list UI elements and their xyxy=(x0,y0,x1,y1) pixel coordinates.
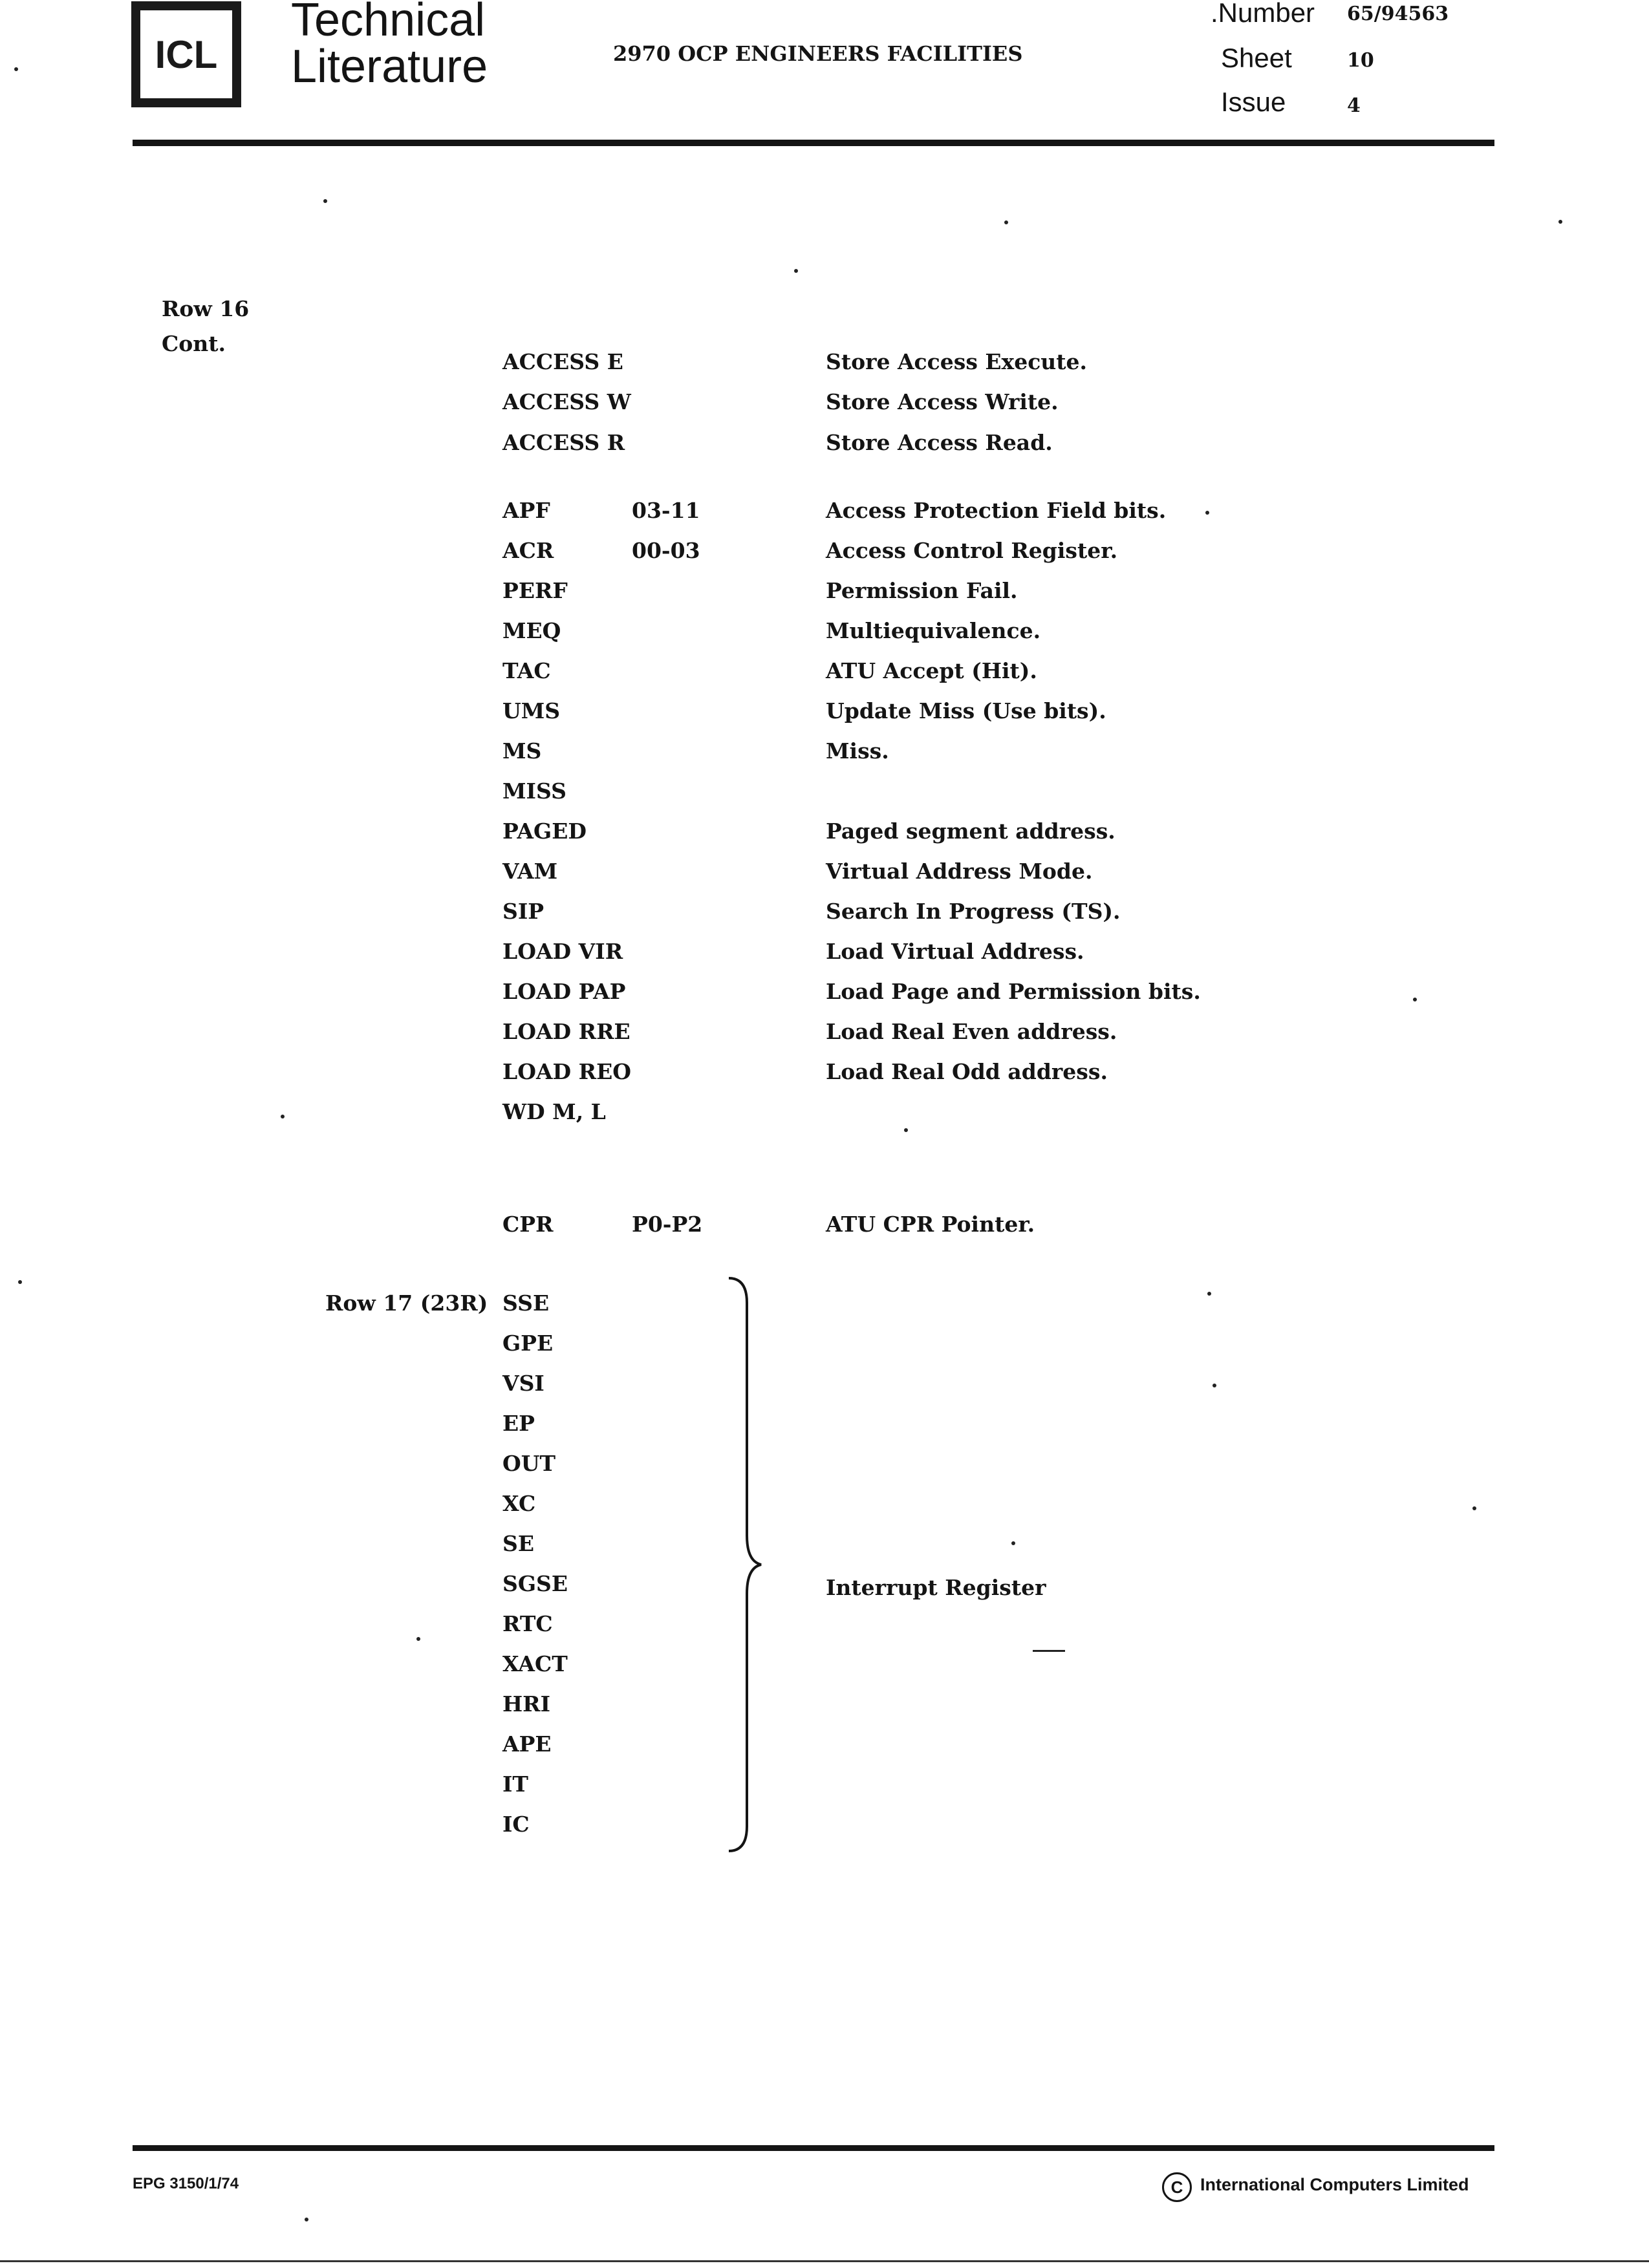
interrupt-item: SE xyxy=(502,1531,534,1556)
document-title: 2970 OCP ENGINEERS FACILITIES xyxy=(613,41,1023,66)
entry-mnemonic: MISS xyxy=(502,778,566,804)
company-name: International Computers Limited xyxy=(1200,2175,1469,2194)
interrupt-item: RTC xyxy=(502,1611,553,1636)
brand-title-line1: Technical xyxy=(291,0,486,46)
entry-mnemonic: MS xyxy=(502,738,542,764)
entry-description: Paged segment address. xyxy=(826,818,1116,844)
entry-description: Update Miss (Use bits). xyxy=(826,698,1106,723)
entry-description: Permission Fail. xyxy=(826,578,1018,603)
interrupt-item: GPE xyxy=(502,1331,554,1356)
copyright-icon: C xyxy=(1162,2172,1192,2202)
entry-mnemonic: LOAD RRE xyxy=(502,1019,630,1044)
stray-mark xyxy=(1033,1650,1065,1652)
entry-description: Load Real Odd address. xyxy=(826,1059,1108,1084)
issue-label: Issue xyxy=(1221,87,1286,117)
entry-mnemonic: LOAD VIR xyxy=(502,939,623,964)
issue-value: 4 xyxy=(1347,94,1361,117)
entry-description: ATU Accept (Hit). xyxy=(826,658,1037,683)
entry-description: Search In Progress (TS). xyxy=(826,899,1121,924)
sheet-value: 10 xyxy=(1347,49,1374,72)
entry-description: Miss. xyxy=(826,738,889,764)
form-code: EPG 3150/1/74 xyxy=(133,2175,239,2192)
row16-cont-label: Cont. xyxy=(162,331,226,356)
row17-label: Row 17 (23R) xyxy=(325,1290,488,1316)
icl-logo xyxy=(131,1,241,107)
entry-description: ATU CPR Pointer. xyxy=(826,1212,1035,1237)
entry-bits: P0-P2 xyxy=(632,1212,703,1237)
entry-description: Store Access Read. xyxy=(826,430,1053,455)
entry-mnemonic: LOAD PAP xyxy=(502,979,626,1004)
entry-description: Multiequivalence. xyxy=(826,618,1041,643)
number-label: .Number xyxy=(1211,0,1315,28)
interrupt-item: APE xyxy=(502,1731,552,1757)
sheet-label: Sheet xyxy=(1221,43,1292,73)
entry-mnemonic: LOAD REO xyxy=(502,1059,631,1084)
interrupt-item: VSI xyxy=(502,1371,544,1396)
interrupt-item: HRI xyxy=(502,1691,551,1717)
interrupt-item: OUT xyxy=(502,1451,556,1476)
interrupt-item: XACT xyxy=(502,1651,568,1676)
interrupt-item: SSE xyxy=(502,1290,550,1316)
interrupt-item: IT xyxy=(502,1771,528,1797)
entry-mnemonic: ACCESS W xyxy=(502,389,631,414)
entry-mnemonic: PAGED xyxy=(502,818,587,844)
entry-mnemonic: TAC xyxy=(502,658,551,683)
interrupt-item: EP xyxy=(502,1411,535,1436)
entry-description: Access Control Register. xyxy=(826,538,1118,563)
entry-mnemonic: APF xyxy=(502,498,550,523)
entry-description: Store Access Write. xyxy=(826,389,1059,414)
entry-mnemonic: ACCESS E xyxy=(502,349,623,374)
entry-mnemonic: UMS xyxy=(502,698,561,723)
entry-mnemonic: MEQ xyxy=(502,618,561,643)
entry-description: Access Protection Field bits. xyxy=(826,498,1167,523)
row16-label: Row 16 xyxy=(162,296,250,321)
entry-mnemonic: WD M, L xyxy=(502,1099,606,1124)
interrupt-item: SGSE xyxy=(502,1571,568,1596)
page-bottom-edge xyxy=(0,2260,1649,2262)
interrupt-register-label: Interrupt Register xyxy=(826,1575,1046,1600)
entry-description: Load Virtual Address. xyxy=(826,939,1084,964)
interrupt-item: XC xyxy=(502,1491,536,1516)
entry-mnemonic: ACR xyxy=(502,538,554,563)
entry-description: Virtual Address Mode. xyxy=(826,859,1093,884)
entry-bits: 00-03 xyxy=(632,538,700,563)
logo-text: ICL xyxy=(155,33,218,76)
entry-mnemonic: SIP xyxy=(502,899,544,924)
brand-title-line2: Literature xyxy=(291,41,488,92)
entry-description: Load Page and Permission bits. xyxy=(826,979,1201,1004)
entry-mnemonic: CPR xyxy=(502,1212,554,1237)
entry-mnemonic: VAM xyxy=(502,859,558,884)
entry-description: Store Access Execute. xyxy=(826,349,1088,374)
entry-mnemonic: ACCESS R xyxy=(502,430,625,455)
footer-rule xyxy=(133,2145,1494,2151)
entry-description: Load Real Even address. xyxy=(826,1019,1117,1044)
entry-bits: 03-11 xyxy=(632,498,700,523)
number-value: 65/94563 xyxy=(1347,3,1449,25)
interrupt-item: IC xyxy=(502,1812,530,1837)
right-brace xyxy=(727,1277,766,1852)
entry-mnemonic: PERF xyxy=(502,578,568,603)
header-rule xyxy=(133,140,1494,146)
